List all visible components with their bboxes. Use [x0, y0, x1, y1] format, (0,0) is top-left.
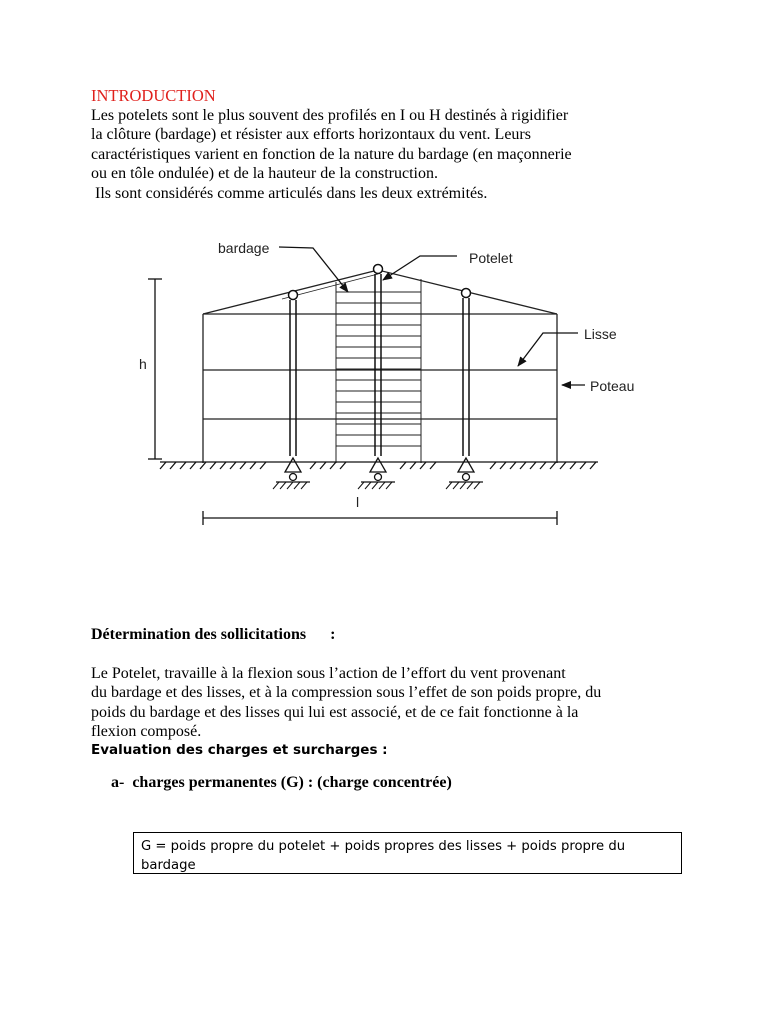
evaluation-title: Evaluation des charges et surcharges : [91, 742, 388, 758]
poteau-label: Poteau [590, 378, 635, 394]
bardage-label: bardage [218, 240, 270, 256]
potelet-label: Potelet [469, 250, 513, 266]
leader-arrows [279, 247, 585, 385]
paragraph-line: poids du bardage et des lisses qui lui est associé, et de ce fait fonctionne à la [91, 703, 579, 721]
formula-box: G = poids propre du potelet + poids propres des lisses + poids propre du bardage [133, 832, 682, 874]
lisse-label: Lisse [584, 326, 617, 342]
introduction-section [91, 86, 691, 203]
paragraph-line: flexion composé. [91, 722, 202, 740]
support-hatching [273, 482, 480, 489]
introduction-line: Ils sont considérés comme articulés dans les deux extrémités. [91, 184, 488, 202]
introduction-line: caractéristiques varient en fonction de la nature du bardage (en maçonnerie [91, 145, 572, 163]
paragraph-line: Le Potelet, travaille à la flexion sous l’action de l’effort du vent provenant [91, 665, 566, 682]
length-label: l [356, 494, 360, 510]
introduction-line: la clôture (bardage) et résister aux efforts horizontaux du vent. Leurs [91, 126, 531, 143]
section-title: Détermination des sollicitations : [91, 626, 336, 643]
section-paragraph [91, 664, 691, 741]
building-frame [203, 270, 557, 463]
introduction-line: Les potelets sont le plus souvent des profilés en I ou H destinés à rigidifier [91, 106, 569, 124]
length-dimension [203, 511, 557, 525]
permanent-charges-item: a- charges permanentes (G) : (charge concentrée) [111, 774, 452, 791]
structure-diagram [0, 230, 768, 530]
introduction-line: ou en tôle ondulée) et de la hauteur de la construction. [91, 165, 438, 182]
height-dimension [148, 279, 162, 459]
paragraph-line: du bardage et des lisses, et à la compression sous l’effet de son poids propre, du [91, 684, 602, 702]
introduction-title: INTRODUCTION [91, 86, 216, 105]
height-label: h [139, 356, 147, 372]
potelet-columns [289, 265, 471, 457]
bardage-panel [336, 279, 421, 463]
